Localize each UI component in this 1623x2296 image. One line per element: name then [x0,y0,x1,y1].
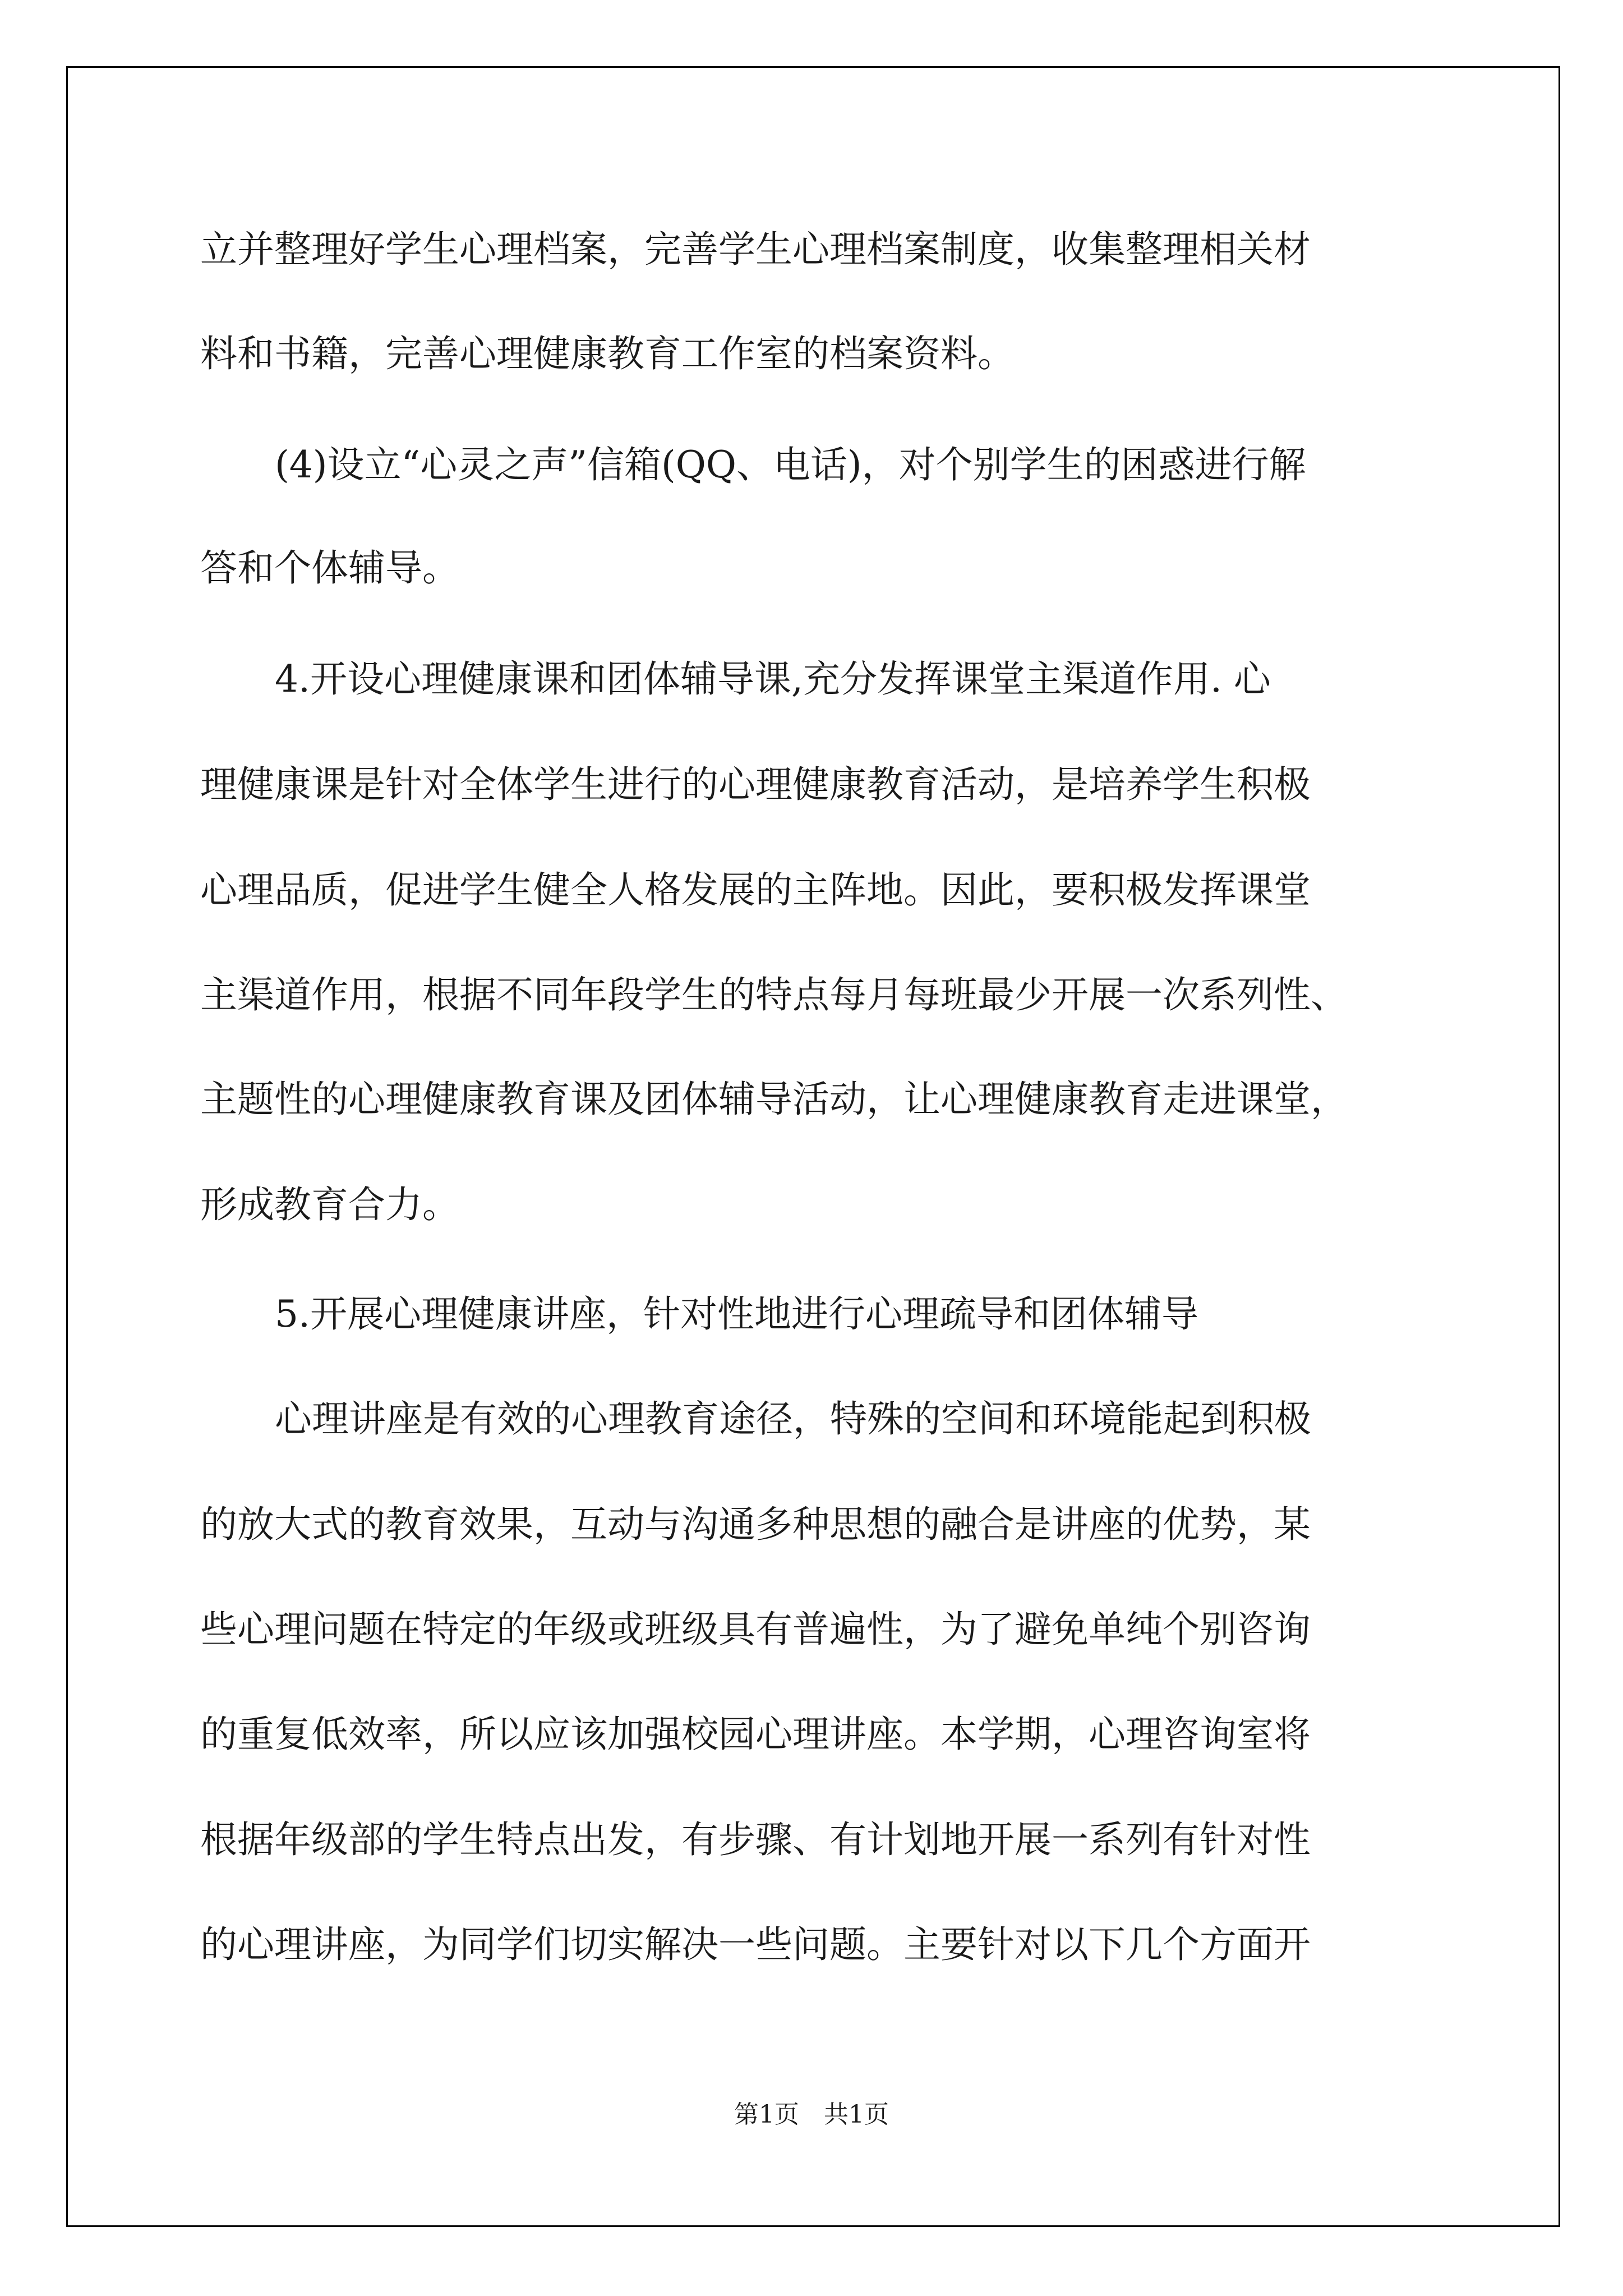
paragraph-line: 些心理问题在特定的年级或班级具有普遍性，为了避免单纯个别咨询 [200,1608,1311,1651]
paragraph-line: 答和个体辅导。 [200,546,459,590]
paragraph-line: 心理讲座是有效的心理教育途径，特殊的空间和环境能起到积极 [275,1397,1311,1441]
paragraph-line: 心理品质，促进学生健全人格发展的主阵地。因此，要积极发挥课堂 [200,868,1311,912]
paragraph-line: 理健康课是针对全体学生进行的心理健康教育活动，是培养学生积极 [200,763,1311,806]
paragraph-line: 主渠道作用，根据不同年段学生的特点每月每班最少开展一次系列性、 [200,973,1348,1016]
paragraph-line: 的放大式的教育效果，互动与沟通多种思想的融合是讲座的优势，某 [200,1503,1311,1546]
paragraph-line: 的心理讲座，为同学们切实解决一些问题。主要针对以下几个方面开 [200,1923,1311,1966]
paragraph-line: (4)设立“心灵之声”信箱(QQ、电话)，对个别学生的困惑进行解 [275,443,1306,486]
paragraph-line: 根据年级部的学生特点出发，有步骤、有计划地开展一系列有针对性 [200,1818,1311,1861]
paragraph-line: 料和书籍，完善心理健康教育工作室的档案资料。 [200,332,1015,375]
paragraph-line: 立并整理好学生心理档案，完善学生心理档案制度，收集整理相关材 [200,228,1311,271]
page-number-footer: 第1页 共1页 [734,2100,889,2129]
page-border [66,66,1560,2227]
paragraph-line: 的重复低效率，所以应该加强校园心理讲座。本学期，心理咨询室将 [200,1713,1311,1756]
paragraph-line: 形成教育合力。 [200,1183,459,1226]
paragraph-line: 主题性的心理健康教育课及团体辅导活动，让心理健康教育走进课堂， [200,1078,1348,1121]
section-heading: 5.开展心理健康讲座，针对性地进行心理疏导和团体辅导 [275,1292,1198,1336]
section-heading-line: 4.开设心理健康课和团体辅导课,充分发挥课堂主渠道作用. 心 [275,657,1271,701]
